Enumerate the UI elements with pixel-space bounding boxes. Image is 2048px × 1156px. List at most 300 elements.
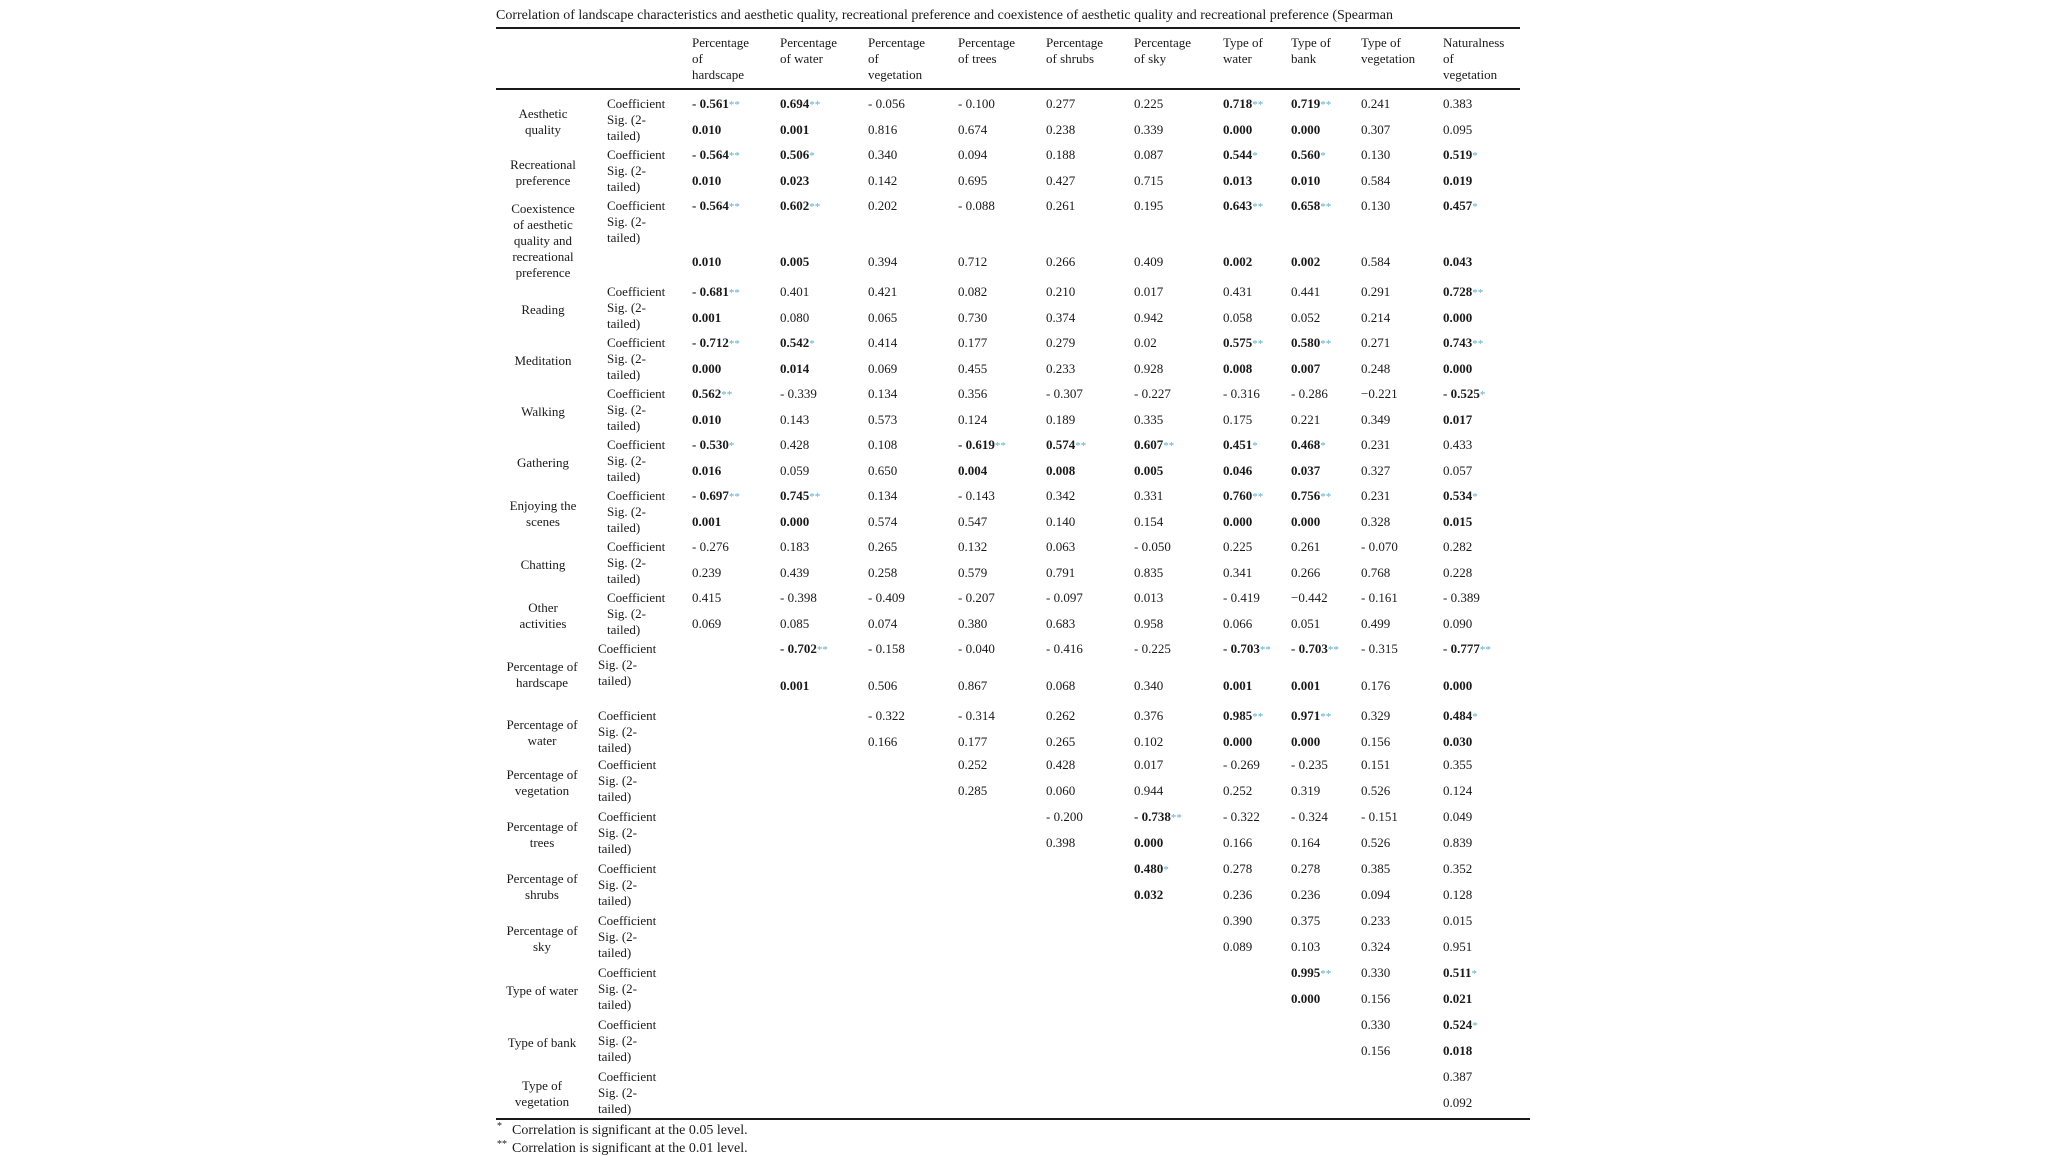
cell-value: 0.433: [1443, 437, 1473, 452]
coefficient-cell: [692, 148, 740, 163]
cell-value: 0.021: [1443, 991, 1473, 1006]
coefficient-cell: [1291, 862, 1320, 875]
row-label: Percentage of: [506, 819, 578, 834]
cell-value: 0.951: [1443, 939, 1473, 954]
column-header: of: [868, 51, 879, 66]
cell-value: 0.743: [1443, 335, 1473, 350]
sig-cell: [1291, 174, 1320, 187]
sig-cell: [1443, 123, 1472, 136]
sig-cell: [1361, 255, 1390, 268]
cell-value: 0.018: [1443, 1043, 1473, 1058]
sig-cell: [1223, 362, 1252, 375]
row-label: quality: [524, 121, 562, 137]
cell-value: 0.248: [1361, 361, 1391, 376]
cell-value: 0.327: [1361, 463, 1391, 478]
sig-cell: [1443, 1096, 1472, 1109]
cell-value: 0.090: [1443, 616, 1473, 631]
column-header: Percentage: [692, 35, 750, 50]
sig-cell: [1046, 311, 1075, 324]
sig-cell: [868, 311, 897, 324]
cell-value: - 0.561: [692, 96, 729, 111]
coefficient-cell: [1223, 591, 1260, 604]
cell-value: 0.835: [1134, 565, 1164, 580]
coefficient-cell: [1443, 540, 1472, 553]
sig-cell: [1291, 515, 1320, 528]
cell-value: 0.202: [868, 198, 898, 213]
cell-value: - 0.070: [1361, 539, 1398, 554]
sig-cell: [1291, 836, 1320, 849]
significance-stars: **: [721, 389, 733, 401]
cell-value: 0.032: [1134, 887, 1164, 902]
cell-value: 0.643: [1223, 198, 1253, 213]
cell-value: 0.427: [1046, 173, 1076, 188]
cell-value: - 0.097: [1046, 590, 1083, 605]
coefficient-cell: [1046, 709, 1075, 722]
cell-value: 0.015: [1443, 913, 1473, 928]
sig-label: Sig. (2-: [598, 1085, 637, 1100]
sig-cell: [692, 617, 721, 630]
cell-value: 0.252: [958, 757, 988, 772]
coefficient-cell: [868, 285, 897, 298]
coefficient-cell: [1361, 540, 1398, 553]
cell-value: 0.278: [1291, 861, 1321, 876]
coefficient-label: Coefficient: [598, 641, 657, 656]
cell-value: 0.233: [1361, 913, 1391, 928]
cell-value: 0.005: [780, 254, 810, 269]
cell-value: - 0.100: [958, 96, 995, 111]
sig-label: tailed): [607, 622, 641, 637]
cell-value: 0.575: [1223, 335, 1253, 350]
sig-cell: [780, 174, 809, 187]
row-label: vegetation: [514, 783, 570, 798]
sig-cell: [1046, 566, 1075, 579]
sig-cell: [868, 413, 897, 426]
sig-cell: [1134, 888, 1163, 901]
cell-value: 0.526: [1361, 783, 1391, 798]
coefficient-label: Coefficient: [598, 1069, 657, 1084]
sig-cell: [1223, 735, 1252, 748]
coefficient-cell: [1223, 758, 1260, 771]
coefficient-cell: [1443, 642, 1491, 657]
sig-cell: [1046, 464, 1075, 477]
coefficient-cell: [958, 285, 987, 298]
bottom-rule: [496, 1118, 1530, 1120]
cell-value: 0.602: [780, 198, 810, 213]
cell-value: 0.261: [1291, 539, 1321, 554]
cell-value: 0.059: [780, 463, 810, 478]
sig-cell: [1361, 784, 1390, 797]
cell-value: - 0.702: [780, 641, 817, 656]
sig-cell: [1223, 836, 1252, 849]
sig-cell: [780, 255, 809, 268]
sig-cell: [1134, 311, 1163, 324]
coefficient-cell: [868, 97, 905, 110]
cell-value: 0.214: [1361, 310, 1391, 325]
coefficient-label: Coefficient: [598, 965, 657, 980]
cell-value: 0.262: [1046, 708, 1076, 723]
coefficient-label: Coefficient: [598, 861, 657, 876]
coefficient-cell: [1361, 199, 1390, 212]
cell-value: 0.000: [1291, 991, 1321, 1006]
sig-label: tailed): [598, 997, 632, 1012]
sig-label: tailed): [598, 673, 632, 688]
cell-value: - 0.322: [868, 708, 905, 723]
sig-cell: [1443, 784, 1472, 797]
cell-value: 0.271: [1361, 335, 1391, 350]
sig-cell: [1291, 362, 1320, 375]
coefficient-cell: [958, 148, 987, 161]
sig-cell: [1046, 735, 1075, 748]
sig-cell: [780, 617, 809, 630]
footnote-mark: **: [497, 1139, 507, 1150]
sig-cell: [1291, 255, 1320, 268]
sig-cell: [1443, 940, 1472, 953]
cell-value: 0.339: [1134, 122, 1164, 137]
cell-value: 0.383: [1443, 96, 1473, 111]
cell-value: 0.013: [1134, 590, 1164, 605]
cell-value: 0.013: [1223, 173, 1253, 188]
sig-cell: [1223, 888, 1252, 901]
column-header: Percentage: [780, 35, 838, 50]
sig-cell: [1223, 174, 1252, 187]
cell-value: 0.130: [1361, 198, 1391, 213]
coefficient-cell: [1361, 810, 1398, 823]
coefficient-cell: [1046, 591, 1083, 604]
sig-label: tailed): [607, 179, 641, 194]
significance-stars: **: [1252, 338, 1264, 350]
sig-cell: [692, 464, 721, 477]
sig-cell: [1046, 515, 1075, 528]
coefficient-cell: [1291, 285, 1320, 298]
cell-value: 0.069: [692, 616, 722, 631]
cell-value: - 0.697: [692, 488, 729, 503]
sig-cell: [1223, 940, 1252, 953]
sig-cell: [1361, 464, 1390, 477]
sig-cell: [1134, 617, 1163, 630]
coefficient-cell: [1443, 709, 1478, 724]
cell-value: - 0.207: [958, 590, 995, 605]
cell-value: 0.252: [1223, 783, 1253, 798]
cell-value: 0.142: [868, 173, 898, 188]
coefficient-cell: [1361, 914, 1390, 927]
coefficient-cell: [1361, 862, 1390, 875]
significance-stars: *: [809, 150, 815, 162]
coefficient-cell: [868, 148, 897, 161]
significance-stars: *: [728, 440, 735, 452]
cell-value: - 0.307: [1046, 386, 1083, 401]
coefficient-cell: [1291, 914, 1320, 927]
coefficient-cell: [1291, 642, 1339, 657]
coefficient-cell: [1443, 336, 1483, 351]
sig-label: Sig. (2-: [607, 351, 646, 366]
cell-value: 0.000: [1291, 514, 1321, 529]
cell-value: - 0.712: [692, 335, 729, 350]
sig-cell: [1134, 566, 1163, 579]
cell-value: 0.132: [958, 539, 988, 554]
cell-value: 0.694: [780, 96, 810, 111]
column-header: Type of: [1291, 35, 1331, 50]
cell-value: 0.231: [1361, 437, 1391, 452]
significance-stars: *: [1320, 440, 1326, 452]
sig-cell: [1134, 123, 1163, 136]
cell-value: 0.000: [780, 514, 810, 529]
sig-label: Sig. (2-: [607, 300, 646, 315]
row-label: hardscape: [516, 674, 568, 690]
coefficient-cell: [1291, 966, 1331, 981]
cell-value: 0.401: [780, 284, 810, 299]
cell-value: 0.439: [780, 565, 810, 580]
coefficient-cell: [1046, 489, 1075, 502]
sig-cell: [1361, 566, 1390, 579]
sig-cell: [1361, 679, 1390, 692]
sig-cell: [780, 515, 809, 528]
cell-value: 0.151: [1361, 757, 1391, 772]
coefficient-cell: [1443, 97, 1472, 110]
sig-cell: [1223, 311, 1252, 324]
coefficient-cell: [1361, 709, 1390, 722]
cell-value: 0.380: [958, 616, 988, 631]
cell-value: 0.756: [1291, 488, 1321, 503]
cell-value: 0.942: [1134, 310, 1164, 325]
coefficient-cell: [692, 540, 729, 553]
sig-cell: [958, 362, 987, 375]
top-rule: [496, 27, 1520, 29]
coefficient-cell: [692, 591, 721, 604]
cell-value: 0.928: [1134, 361, 1164, 376]
significance-stars: *: [1472, 491, 1478, 503]
sig-cell: [868, 617, 897, 630]
cell-value: 0.02: [1134, 335, 1157, 350]
cell-value: 0.166: [868, 734, 898, 749]
column-header: of shrubs: [1046, 51, 1095, 66]
sig-cell: [868, 174, 897, 187]
significance-stars: **: [1252, 711, 1264, 723]
sig-cell: [1443, 735, 1472, 748]
coefficient-cell: [1291, 540, 1320, 553]
cell-value: 0.175: [1223, 412, 1253, 427]
cell-value: - 0.419: [1223, 590, 1260, 605]
coefficient-cell: [1291, 336, 1331, 351]
row-label: Reading: [521, 301, 565, 317]
sig-cell: [1361, 362, 1390, 375]
cell-value: 0.087: [1134, 147, 1164, 162]
cell-value: - 0.225: [1134, 641, 1171, 656]
cell-value: 0.352: [1443, 861, 1473, 876]
cell-value: 0.745: [780, 488, 810, 503]
significance-stars: **: [1252, 99, 1264, 111]
cell-value: - 0.564: [692, 198, 729, 213]
sig-cell: [1443, 679, 1472, 692]
cell-value: 0.335: [1134, 412, 1164, 427]
coefficient-cell: [868, 387, 897, 400]
sig-label: tailed): [607, 128, 641, 143]
coefficient-cell: [780, 199, 820, 214]
cell-value: 0.390: [1223, 913, 1253, 928]
cell-value: 0.547: [958, 514, 988, 529]
sig-cell: [1291, 735, 1320, 748]
row-label: activities: [519, 615, 567, 631]
cell-value: 0.730: [958, 310, 988, 325]
cell-value: 0.584: [1361, 254, 1391, 269]
coefficient-cell: [1291, 387, 1328, 400]
cell-value: 0.236: [1223, 887, 1253, 902]
sig-cell: [780, 311, 809, 324]
sig-cell: [868, 255, 897, 268]
cell-value: 0.082: [958, 284, 988, 299]
row-label: Chatting: [520, 556, 566, 572]
coefficient-cell: [1443, 199, 1478, 214]
cell-value: 0.014: [780, 361, 810, 376]
cell-value: 0.499: [1361, 616, 1391, 631]
significance-stars: *: [809, 338, 815, 350]
cell-value: 0.414: [868, 335, 898, 350]
sig-label: Sig. (2-: [598, 657, 637, 672]
coefficient-label: Coefficient: [598, 757, 657, 772]
sig-cell: [1134, 784, 1163, 797]
coefficient-cell: [1443, 285, 1483, 300]
sig-cell: [1046, 836, 1075, 849]
sig-label: Sig. (2-: [598, 773, 637, 788]
cell-value: 0.231: [1361, 488, 1391, 503]
cell-value: 0.004: [958, 463, 988, 478]
cell-value: 0.944: [1134, 783, 1164, 798]
cell-value: 0.177: [958, 734, 988, 749]
sig-cell: [780, 679, 809, 692]
cell-value: 0.052: [1291, 310, 1321, 325]
sig-label: tailed): [598, 789, 632, 804]
significance-stars: **: [1259, 644, 1271, 656]
coefficient-cell: [1223, 285, 1252, 298]
sig-cell: [1223, 566, 1252, 579]
significance-stars: *: [1479, 389, 1486, 401]
sig-cell: [868, 464, 897, 477]
significance-stars: **: [809, 201, 821, 213]
cell-value: 0.971: [1291, 708, 1321, 723]
cell-value: 0.001: [692, 514, 722, 529]
cell-value: - 0.227: [1134, 386, 1171, 401]
sig-cell: [1291, 123, 1320, 136]
coefficient-cell: [1046, 285, 1075, 298]
coefficient-cell: [1046, 336, 1075, 349]
header-rule: [496, 88, 1520, 90]
coefficient-cell: [868, 489, 897, 502]
sig-label: Sig. (2-: [598, 877, 637, 892]
cell-value: - 0.151: [1361, 809, 1398, 824]
coefficient-cell: [1361, 285, 1390, 298]
cell-value: - 0.703: [1223, 641, 1260, 656]
footnote-mark: *: [497, 1121, 502, 1132]
cell-value: 0.579: [958, 565, 988, 580]
cell-value: - 0.525: [1443, 386, 1480, 401]
cell-value: 0.085: [780, 616, 810, 631]
significance-stars: **: [1252, 491, 1264, 503]
cell-value: 0.340: [868, 147, 898, 162]
cell-value: 0.650: [868, 463, 898, 478]
coefficient-cell: [958, 709, 995, 722]
sig-cell: [1291, 617, 1320, 630]
cell-value: 0.258: [868, 565, 898, 580]
cell-value: 0.134: [868, 488, 898, 503]
cell-value: 0.017: [1134, 757, 1164, 772]
sig-cell: [1223, 784, 1252, 797]
coefficient-cell: [1361, 758, 1390, 771]
sig-cell: [1291, 679, 1320, 692]
coefficient-cell: [1361, 642, 1398, 655]
cell-value: 0.279: [1046, 335, 1076, 350]
coefficient-cell: [780, 438, 809, 451]
sig-cell: [780, 413, 809, 426]
coefficient-cell: [958, 758, 987, 771]
sig-cell: [868, 566, 897, 579]
coefficient-cell: [1134, 862, 1169, 877]
cell-value: - 0.619: [958, 437, 995, 452]
coefficient-cell: [1134, 709, 1163, 722]
cell-value: - 0.286: [1291, 386, 1328, 401]
cell-value: 0.002: [1223, 254, 1253, 269]
sig-cell: [1361, 311, 1390, 324]
sig-cell: [1046, 784, 1075, 797]
column-header: vegetation: [868, 67, 923, 82]
row-label: Enjoying the: [509, 497, 577, 513]
coefficient-cell: [692, 387, 732, 402]
significance-stars: *: [1252, 440, 1258, 452]
sig-cell: [958, 255, 987, 268]
column-header: Percentage: [1134, 35, 1192, 50]
significance-stars: **: [809, 99, 821, 111]
sig-label: tailed): [607, 316, 641, 331]
cell-value: 0.330: [1361, 965, 1391, 980]
cell-value: 0.092: [1443, 1095, 1473, 1110]
cell-value: 0.355: [1443, 757, 1473, 772]
cell-value: 0.130: [1361, 147, 1391, 162]
cell-value: - 0.681: [692, 284, 729, 299]
cell-value: 0.261: [1046, 198, 1076, 213]
coefficient-cell: [780, 591, 817, 604]
coefficient-cell: [1443, 489, 1478, 504]
coefficient-cell: [1291, 97, 1331, 112]
cell-value: 0.000: [1134, 835, 1164, 850]
cell-value: - 0.158: [868, 641, 905, 656]
coefficient-cell: [868, 438, 897, 451]
cell-value: 0.195: [1134, 198, 1164, 213]
cell-value: 0.010: [692, 412, 722, 427]
cell-value: 0.674: [958, 122, 988, 137]
cell-value: 0.210: [1046, 284, 1076, 299]
sig-cell: [1361, 515, 1390, 528]
coefficient-cell: [1361, 489, 1390, 502]
row-label: Percentage of: [506, 923, 578, 938]
row-label: Type of bank: [507, 1035, 577, 1050]
coefficient-cell: [1291, 148, 1326, 163]
sig-cell: [692, 566, 721, 579]
significance-stars: **: [816, 644, 828, 656]
coefficient-cell: [780, 97, 820, 112]
coefficient-cell: [958, 489, 995, 502]
sig-cell: [1361, 617, 1390, 630]
coefficient-cell: [1223, 438, 1258, 453]
cell-value: 0.574: [868, 514, 898, 529]
cell-value: 0.166: [1223, 835, 1253, 850]
row-label: quality and: [513, 233, 573, 248]
cell-value: 0.017: [1443, 412, 1473, 427]
cell-value: 0.030: [1443, 734, 1473, 749]
coefficient-cell: [1134, 97, 1163, 110]
sig-cell: [692, 123, 721, 136]
coefficient-cell: [692, 97, 740, 112]
cell-value: 0.480: [1134, 861, 1164, 876]
cell-value: 0.719: [1291, 96, 1321, 111]
cell-value: 0.768: [1361, 565, 1391, 580]
